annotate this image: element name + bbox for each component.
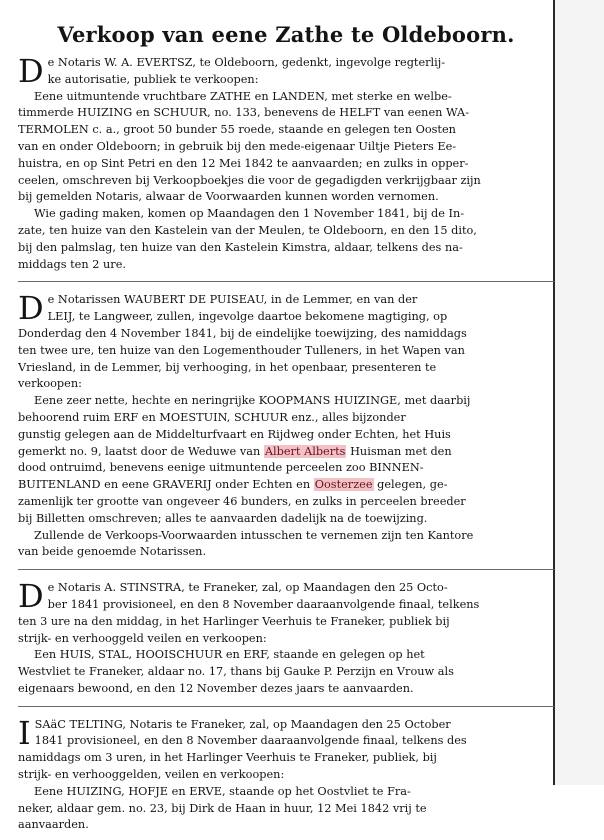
text-line: middags ten 2 ure. bbox=[18, 257, 126, 271]
text-line: zate, ten huize van den Kastelein van der Meulen, te Oldeboorn, en den 15 dito, bbox=[18, 223, 477, 237]
text-fragment: gemerkt no. 9, laatst door de Weduwe van bbox=[18, 444, 261, 458]
text-line: strijk- en verhooggeld veilen en verkoopen: bbox=[18, 631, 267, 645]
text-line: Eene zeer nette, hechte en neringrijke KOOPMANS HUIZINGE, met daarbij bbox=[34, 394, 471, 408]
text-line: huistra, en op Sint Petri en den 12 Mei 1842 te aanvaarden; en zulks in opper- bbox=[18, 156, 469, 170]
text-column bbox=[18, 22, 554, 840]
text-line: Donderdag den 4 November 1841, bij de eindelijke toewijzing, des namiddags bbox=[18, 326, 467, 340]
text-fragment: Huisman met den bbox=[346, 444, 452, 458]
text-line: Wie gading maken, komen op Maandagen den 1 November 1841, bij de In- bbox=[34, 207, 465, 221]
text-line: ten twee ure, ten huize van den Logementhouder Tulleners, in het Wapen van bbox=[18, 343, 465, 357]
text-line: verkoopen: bbox=[18, 377, 82, 391]
notice-puiseau bbox=[18, 289, 554, 561]
dropcap: D bbox=[18, 289, 44, 328]
dropcap: I bbox=[18, 713, 31, 752]
highlighted-place: Oosterzee bbox=[314, 478, 373, 492]
text-line: eigenaars bewoond, en den 12 November dezes jaars te aanvaarden. bbox=[18, 681, 414, 695]
notice-stinstra bbox=[18, 577, 554, 698]
dropcap: D bbox=[18, 52, 44, 90]
notice-evertsz bbox=[18, 52, 554, 273]
text-line: Een HUIS, STAL, HOOISCHUUR en ERF, staande en gelegen op het bbox=[34, 648, 425, 662]
dropcap: D bbox=[18, 577, 44, 616]
text-line: Zullende de Verkoops-Voorwaarden intusschen te vernemen zijn ten Kantore bbox=[34, 528, 474, 542]
text-line: aanvaarden. bbox=[18, 818, 89, 832]
text-line: e Notaris A. STINSTRA, te Franeker, zal, op Maandagen den 25 Octo- bbox=[47, 581, 448, 595]
text-line: strijk- en verhooggelden, veilen en verkoopen: bbox=[18, 768, 285, 782]
text-line: van beide genoemde Notarissen. bbox=[18, 545, 207, 559]
text-fragment: gelegen, ge- bbox=[373, 478, 448, 492]
text-line: SAäC TELTING, Notaris te Franeker, zal, op Maandagen den 25 October bbox=[34, 717, 451, 731]
text-line: Eene HUIZING, HOFJE en ERVE, staande op het Oostvliet te Fra- bbox=[34, 784, 411, 798]
divider bbox=[18, 569, 554, 570]
notice-telting bbox=[18, 713, 554, 835]
text-line: LEIJ, te Langweer, zullen, ingevolge daartoe bekomene magtiging, op bbox=[47, 310, 448, 324]
text-line bbox=[18, 477, 554, 494]
text-line: gunstig gelegen aan de Middelturfvaart en Rijdweg onder Echten, het Huis bbox=[18, 427, 451, 441]
text-line bbox=[18, 444, 554, 461]
margin-strip bbox=[555, 0, 604, 785]
highlighted-name: Albert Alberts bbox=[264, 444, 346, 458]
text-line: behoorend ruim ERF en MOESTUIN, SCHUUR enz., alles bijzonder bbox=[18, 410, 406, 424]
text-line: TERMOLEN c. a., groot 50 bunder 55 roede, staande en gelegen ten Oosten bbox=[18, 123, 456, 137]
text-line: dood ontruimd, benevens eenige uitmuntende perceelen zoo BINNEN- bbox=[18, 461, 424, 475]
text-line: 1841 provisioneel, en den 8 November daaraanvolgende finaal, telkens des bbox=[34, 734, 467, 748]
text-line: namiddags om 3 uren, in het Harlinger Veerhuis te Franeker, publiek, bij bbox=[18, 751, 437, 765]
text-line: Eene uitmuntende vruchtbare ZATHE en LANDEN, met sterke en welbe- bbox=[34, 89, 452, 103]
text-line: Vriesland, in de Lemmer, bij verhooging, in het openbaar, presenteren te bbox=[18, 360, 437, 374]
text-line: bij Billetten omschreven; alles te aanvaarden dadelijk na de toewijzing. bbox=[18, 511, 428, 525]
text-line: e Notarissen WAUBERT DE PUISEAU, in de Lemmer, en van der bbox=[47, 293, 418, 307]
text-line: van en onder Oldeboorn; in gebruik bij den mede-eigenaar Uiltje Pieters Ee- bbox=[18, 139, 457, 153]
text-line: ceelen, omschreven bij Verkoopboekjes die voor de gegadigden verkrijgbaar zijn bbox=[18, 173, 481, 187]
text-line: zamenlijk ter grootte van ongeveer 46 bunders, en zulks in perceelen breeder bbox=[18, 494, 466, 508]
text-line: e Notaris W. A. EVERTSZ, te Oldeboorn, gedenkt, ingevolge regterlij- bbox=[47, 56, 446, 69]
text-line: timmerde HUIZING en SCHUUR, no. 133, benevens de HELFT van eenen WA- bbox=[18, 106, 470, 120]
divider bbox=[18, 706, 554, 707]
page-title: Verkoop van eene Zathe te Oldeboorn. bbox=[57, 22, 515, 47]
text-line: bij gemelden Notaris, alwaar de Voorwaarden kunnen worden vernomen. bbox=[18, 190, 439, 204]
text-fragment: BUITENLAND en eene GRAVERIJ onder Echten en bbox=[18, 478, 311, 492]
divider bbox=[18, 281, 554, 282]
text-line: bij den palmslag, ten huize van den Kastelein Kimstra, aldaar, telkens des na- bbox=[18, 240, 463, 254]
text-line: ke autorisatie, publiek te verkoopen: bbox=[47, 72, 259, 86]
text-line: neker, aldaar gem. no. 23, bij Dirk de Haan in huur, 12 Mei 1842 vrij te bbox=[18, 801, 427, 815]
text-line: Westvliet te Franeker, aldaar no. 17, thans bij Gauke P. Perzijn en Vrouw als bbox=[18, 665, 454, 679]
text-line: ber 1841 provisioneel, en den 8 November daaraanvolgende finaal, telkens bbox=[47, 597, 480, 611]
text-line: ten 3 ure na den middag, in het Harlinger Veerhuis te Franeker, publiek bij bbox=[18, 614, 450, 628]
